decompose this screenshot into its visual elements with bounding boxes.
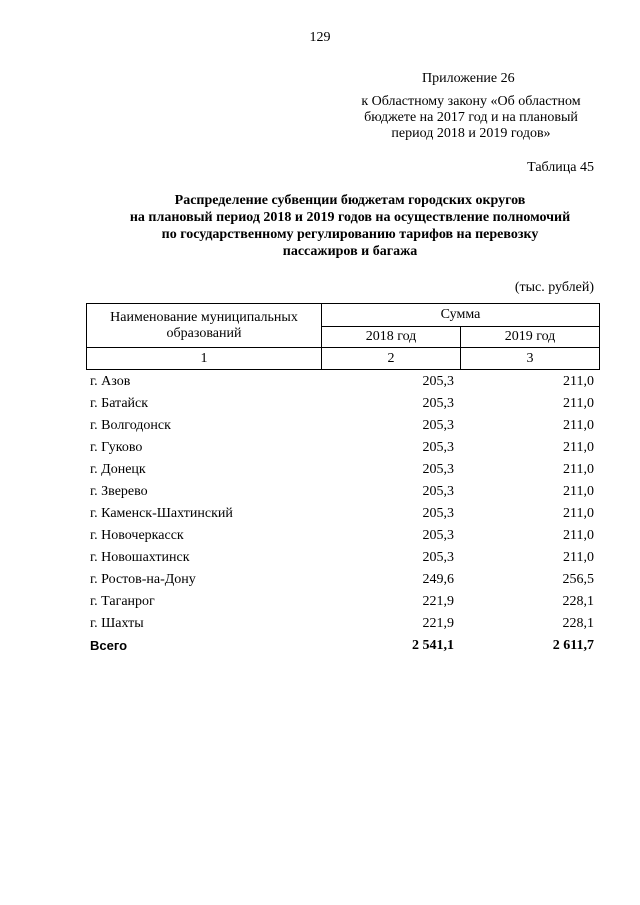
appendix-reference-line: к Областному закону «Об областном (361, 94, 581, 109)
table-row (86, 460, 600, 482)
table-body (86, 372, 600, 658)
value-2019: 211,0 (563, 396, 594, 411)
heading-line: пассажиров и багажа (282, 244, 418, 259)
heading-line: по государственному регулированию тарифов на перевозку (161, 227, 539, 242)
municipality-name: г. Зверево (90, 484, 148, 499)
value-2018: 205,3 (422, 440, 454, 455)
table-row (86, 438, 600, 460)
table-header (86, 303, 600, 370)
table-row (86, 372, 600, 394)
appendix-title: Приложение 26 (422, 71, 515, 86)
table-row (86, 548, 600, 570)
municipality-name: г. Азов (90, 374, 131, 389)
municipality-name: г. Донецк (90, 462, 146, 477)
value-2019: 211,0 (563, 550, 594, 565)
table-row (86, 482, 600, 504)
appendix-reference (336, 94, 606, 142)
municipality-name: г. Гуково (90, 440, 143, 455)
total-row (86, 636, 600, 658)
municipality-name: г. Новочеркасск (90, 528, 184, 543)
table-row (86, 416, 600, 438)
value-2018: 205,3 (422, 528, 454, 543)
value-2018: 205,3 (422, 484, 454, 499)
header-name-line: образований (166, 325, 242, 341)
total-label: Всего (90, 638, 128, 653)
header-name-line: Наименование муниципальных (110, 309, 298, 325)
municipality-name: г. Батайск (90, 396, 149, 411)
value-2019: 211,0 (563, 528, 594, 543)
table-number: Таблица 45 (527, 160, 594, 175)
municipality-name: г. Таганрог (90, 594, 155, 609)
header-year-2019: 2019 год (461, 327, 600, 348)
municipality-name: г. Новошахтинск (90, 550, 190, 565)
value-2018: 205,3 (422, 418, 454, 433)
value-2018: 205,3 (422, 462, 454, 477)
appendix-reference-line: период 2018 и 2019 годов» (391, 126, 551, 141)
page-number: 129 (309, 30, 331, 45)
header-col-3: 3 (461, 348, 600, 370)
value-2019: 211,0 (563, 462, 594, 477)
municipality-name: г. Волгодонск (90, 418, 171, 433)
heading-line: на плановый период 2018 и 2019 годов на осуществление полномочий (129, 210, 571, 225)
total-2018: 2 541,1 (412, 638, 454, 653)
table-row (86, 614, 600, 636)
header-col-1: 1 (87, 348, 322, 370)
value-2019: 256,5 (562, 572, 594, 587)
value-2019: 211,0 (563, 418, 594, 433)
value-2019: 228,1 (562, 616, 594, 631)
table-row (86, 592, 600, 614)
value-2019: 228,1 (562, 594, 594, 609)
value-2018: 205,3 (422, 396, 454, 411)
header-year-2018: 2018 год (322, 327, 461, 348)
header-col-2: 2 (322, 348, 461, 370)
value-2018: 205,3 (422, 374, 454, 389)
units-label: (тыс. рублей) (514, 280, 594, 295)
value-2019: 211,0 (563, 440, 594, 455)
municipality-name: г. Ростов-на-Дону (90, 572, 196, 587)
table-row (86, 504, 600, 526)
value-2018: 249,6 (422, 572, 454, 587)
value-2018: 205,3 (422, 550, 454, 565)
header-sum: Сумма (322, 304, 600, 327)
table-row (86, 394, 600, 416)
value-2019: 211,0 (563, 374, 594, 389)
value-2018: 221,9 (422, 616, 454, 631)
appendix-reference-line: бюджете на 2017 год и на плановый (364, 110, 578, 125)
table-heading (60, 192, 640, 260)
heading-line: Распределение субвенции бюджетам городских округов (174, 193, 526, 208)
municipality-name: г. Шахты (90, 616, 144, 631)
value-2018: 221,9 (422, 594, 454, 609)
value-2019: 211,0 (563, 484, 594, 499)
table-row (86, 526, 600, 548)
value-2018: 205,3 (422, 506, 454, 521)
header-name (87, 304, 322, 348)
value-2019: 211,0 (563, 506, 594, 521)
total-2019: 2 611,7 (552, 638, 594, 653)
municipality-name: г. Каменск-Шахтинский (90, 506, 233, 521)
table-row (86, 570, 600, 592)
